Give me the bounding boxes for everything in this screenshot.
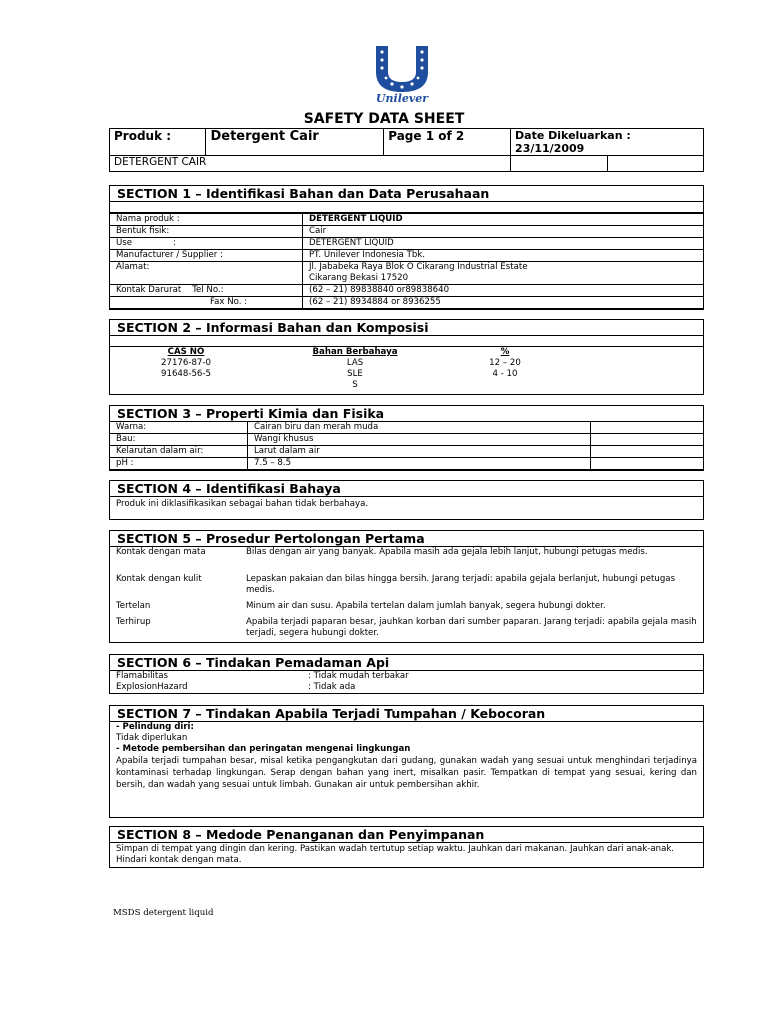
s6-value: : Tidak mudah terbakar: [308, 671, 409, 681]
address-line-1: Jl. Jababeka Raya Blok O Cikarang Industrial Estate: [309, 262, 528, 272]
header-table: [109, 128, 704, 172]
bahan-value: SLE: [347, 369, 363, 379]
s6-value: : Tidak ada: [308, 682, 356, 692]
s5-value: Minum air dan susu. Apabila tertelan dalam jumlah banyak, segera hubungi dokter.: [246, 601, 606, 611]
s5-label: Kontak dengan kulit: [116, 574, 202, 584]
section-2: [109, 319, 704, 395]
s5-value: Lepaskan pakaian dan bilas hingga bersih. Jarang terjadi: apabila gejala berlanjut, hubungi petugas medis.: [246, 574, 676, 595]
s3-value: 7.5 – 8.5: [248, 458, 591, 470]
s1-value: (62 – 21) 8934884 or 8936255: [303, 297, 704, 309]
section-8-title: SECTION 8 – Medode Penanganan dan Penyimpanan: [110, 827, 703, 843]
s5-label: Kontak dengan mata: [116, 547, 206, 557]
section-5: [109, 530, 704, 643]
section-7: [109, 705, 704, 818]
s5-label: Tertelan: [116, 601, 151, 611]
produk-value: Detergent Cair: [206, 129, 384, 156]
section-1: [109, 185, 704, 310]
percent-value: 12 – 20: [489, 358, 521, 368]
cas-value: 91648-56-5: [161, 369, 211, 379]
s1-value: DETERGENT LIQUID: [303, 238, 704, 250]
date-issued: Date Dikeluarkan : 23/11/2009: [511, 129, 704, 156]
s1-label: Use :: [110, 238, 303, 250]
s7-text-2: Apabila terjadi tumpahan besar, misal ketika pengangkutan dari gudang, gunakan wadah yang sesuai untuk menghindari terjadinya kontaminasi terhadap lingkungan. Serap dengan bahan yang inert, misalkan pasir. Tempatkan di tempat yang sesuai, kering dan bersih, dan wadah yang sesuai untuk limbah. Gunakan air untuk pembersihan akhir.: [116, 756, 697, 790]
section-6-table: [110, 671, 703, 693]
s3-label: pH :: [110, 458, 248, 470]
section-8: [109, 826, 704, 868]
s7-heading-1: - Pelindung diri:: [116, 722, 194, 732]
section-5-table: [110, 547, 703, 639]
s3-label: Kelarutan dalam air:: [110, 446, 248, 458]
s6-label: Flamabilitas: [116, 671, 168, 681]
percent-value: 4 - 10: [492, 369, 518, 379]
header-cas: CAS NO: [167, 347, 205, 357]
section-3: [109, 405, 704, 471]
footer-text: MSDS detergent liquid: [113, 908, 214, 918]
s5-value: Bilas dengan air yang banyak. Apabila masih ada gejala lebih lanjut, hubungi petugas medis.: [246, 547, 648, 557]
bahan-value: S: [352, 380, 358, 390]
s1-label: Alamat:: [110, 262, 303, 285]
s1-label: Fax No. :: [110, 297, 303, 309]
produk-label: Produk :: [110, 129, 206, 156]
s1-value: (62 – 21) 89838840 or89838640: [303, 285, 704, 297]
svg-text:Unilever: Unilever: [375, 92, 429, 104]
s1-label: Bentuk fisik:: [110, 226, 303, 238]
s1-value: DETERGENT LIQUID: [303, 214, 704, 226]
document-title: SAFETY DATA SHEET: [303, 111, 465, 127]
section-6: [109, 654, 704, 694]
page-number: Page 1 of 2: [384, 129, 511, 156]
s1-value: Cair: [303, 226, 704, 238]
s3-label: Warna:: [110, 422, 248, 434]
composition-block: [110, 347, 703, 395]
header-percent: %: [500, 347, 510, 357]
s1-value: [303, 262, 704, 285]
section-4-title: SECTION 4 – Identifikasi Bahaya: [110, 481, 703, 497]
section-1-title: SECTION 1 – Identifikasi Bahan dan Data Perusahaan: [110, 186, 703, 202]
section-1-table: [110, 213, 703, 309]
product-name-row: DETERGENT CAIR: [110, 156, 511, 172]
header-bahan: Bahan Berbahaya: [312, 347, 398, 357]
s6-label: ExplosionHazard: [116, 682, 188, 692]
section-4: [109, 480, 704, 520]
s5-label: Terhirup: [116, 617, 151, 627]
cas-value: 27176-87-0: [161, 358, 211, 368]
s1-label: Manufacturer / Supplier :: [110, 250, 303, 262]
section-2-title: SECTION 2 – Informasi Bahan dan Komposisi: [110, 320, 703, 336]
s3-value: Cairan biru dan merah muda: [248, 422, 591, 434]
s1-label: Nama produk :: [110, 214, 303, 226]
section-3-title: SECTION 3 – Properti Kimia dan Fisika: [117, 406, 385, 421]
section-7-title: SECTION 7 – Tindakan Apabila Terjadi Tumpahan / Kebocoran: [110, 706, 703, 722]
s1-value: PT. Unilever Indonesia Tbk.: [303, 250, 704, 262]
bahan-value: LAS: [346, 358, 364, 368]
s3-value: Wangi khusus: [248, 434, 591, 446]
section-6-title: SECTION 6 – Tindakan Pemadaman Api: [110, 655, 703, 671]
section-5-title: SECTION 5 – Prosedur Pertolongan Pertama: [110, 531, 703, 547]
section-8-text: Simpan di tempat yang dingin dan kering. Pastikan wadah tertutup setiap waktu. Jauhkan dari makanan. Jauhkan dari anak-anak. Hindari kontak dengan mata.: [116, 844, 675, 865]
unilever-logo: [362, 42, 442, 104]
section-3-table: [110, 421, 703, 470]
s3-value: Larut dalam air: [248, 446, 591, 458]
section-4-text: Produk ini diklasifikasikan sebagai bahan tidak berbahaya.: [116, 499, 369, 509]
s1-label: Kontak Darurat Tel No.:: [110, 285, 303, 297]
s7-heading-2: - Metode pembersihan dan peringatan mengenai lingkungan: [116, 744, 411, 754]
s5-value: Apabila terjadi paparan besar, jauhkan korban dari sumber paparan. Jarang terjadi: apabila gejala masih terjadi, segera hubungi dokter.: [246, 617, 697, 638]
s3-label: Bau:: [110, 434, 248, 446]
s7-text-1: Tidak diperlukan: [116, 733, 188, 743]
address-line-2: Cikarang Bekasi 17520: [309, 273, 409, 283]
